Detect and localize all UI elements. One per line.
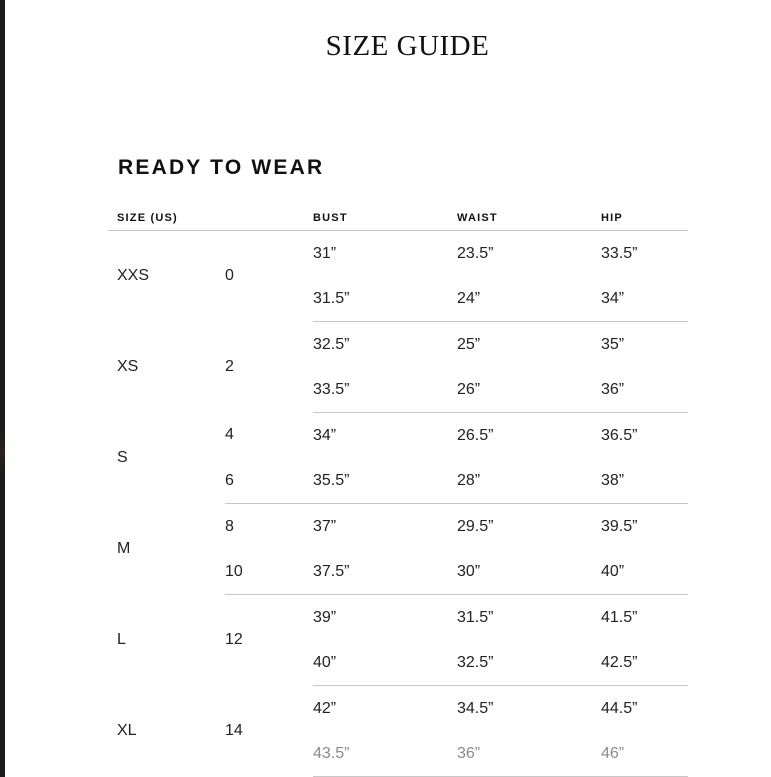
bust-value: 39”	[313, 608, 337, 626]
waist-value: 30”	[457, 549, 601, 595]
hip-value: 39.5”	[601, 517, 638, 535]
waist-value: 25”	[457, 335, 481, 353]
hip-value: 40”	[601, 549, 688, 595]
page-title: SIZE GUIDE	[325, 30, 490, 62]
hip-value: 34”	[601, 276, 688, 322]
size-number: 0	[225, 267, 234, 285]
table-row	[108, 231, 688, 277]
size-number: 6	[225, 458, 313, 504]
waist-value: 36”	[457, 731, 601, 777]
hip-value: 42.5”	[601, 640, 688, 686]
bust-value: 31.5”	[313, 276, 457, 322]
hip-value: 36.5”	[601, 426, 638, 444]
size-number: 8	[225, 517, 234, 535]
bust-value: 35.5”	[313, 458, 457, 504]
size-label: S	[117, 449, 128, 466]
bust-value: 31”	[313, 244, 337, 262]
size-label: XS	[117, 358, 139, 375]
bust-value: 42”	[313, 699, 337, 717]
waist-value: 24”	[457, 276, 601, 322]
table-row	[108, 322, 688, 368]
size-number: 2	[225, 358, 234, 375]
waist-value: 31.5”	[457, 608, 494, 626]
table-row	[108, 413, 688, 459]
size-guide-page	[5, 0, 771, 777]
size-label: XXS	[117, 267, 150, 285]
bust-value: 37.5”	[313, 549, 457, 595]
waist-value: 34.5”	[457, 699, 494, 717]
waist-value: 26”	[457, 367, 601, 413]
header-hip: HIP	[601, 205, 688, 231]
size-table	[108, 205, 688, 777]
hip-value: 46”	[601, 731, 688, 777]
hip-value: 36”	[601, 367, 688, 413]
table-header-row	[108, 205, 688, 231]
section-title: READY TO WEAR	[118, 156, 325, 179]
hip-value: 35”	[601, 335, 625, 353]
header-waist: WAIST	[457, 205, 601, 231]
hip-value: 38”	[601, 458, 688, 504]
table-row	[108, 686, 688, 732]
size-number: 14	[225, 722, 243, 739]
waist-value: 23.5”	[457, 244, 494, 262]
bust-value: 43.5”	[313, 731, 457, 777]
waist-value: 32.5”	[457, 640, 601, 686]
waist-value: 26.5”	[457, 426, 494, 444]
size-label: M	[117, 540, 131, 557]
bust-value: 34”	[313, 426, 337, 444]
table-row	[108, 595, 688, 641]
hip-value: 44.5”	[601, 699, 638, 717]
bust-value: 40”	[313, 640, 457, 686]
waist-value: 29.5”	[457, 517, 494, 535]
waist-value: 28”	[457, 458, 601, 504]
bust-value: 32.5”	[313, 335, 350, 353]
size-number: 4	[225, 426, 234, 444]
header-size: SIZE (US)	[108, 205, 313, 231]
size-label: XL	[117, 722, 137, 739]
table-body	[108, 231, 688, 777]
table-row	[108, 504, 688, 550]
bust-value: 37”	[313, 517, 337, 535]
bust-value: 33.5”	[313, 367, 457, 413]
size-label: L	[117, 631, 126, 648]
header-bust: BUST	[313, 205, 457, 231]
size-number: 12	[225, 631, 243, 649]
size-number: 10	[225, 549, 313, 595]
hip-value: 41.5”	[601, 608, 638, 626]
hip-value: 33.5”	[601, 244, 638, 262]
